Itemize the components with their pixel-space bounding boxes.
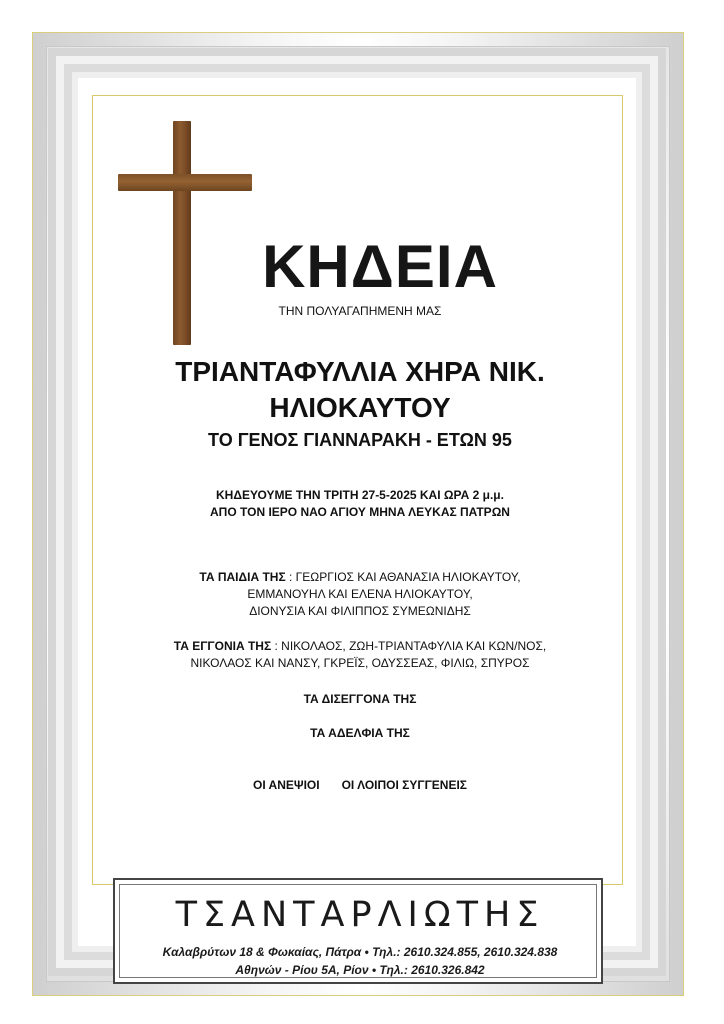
address-line1: Καλαβρύτων 18 & Φωκαίας, Πάτρα • Τηλ.: 2610.324.855, 2610.324.838 — [162, 945, 558, 959]
funeral-home-name: ΤΣΑΝΤΑΡΛΙΩΤΗΣ — [175, 895, 545, 935]
siblings: ΤΑ ΑΔΕΛΦΙΑ ΤΗΣ — [310, 726, 410, 740]
children-line3: ΔΙΟΝΥΣΙΑ ΚΑΙ ΦΙΛΙΠΠΟΣ ΣΥΜΕΩΝΙΔΗΣ — [249, 604, 471, 618]
nephews: ΟΙ ΑΝΕΨΙΟΙ — [252, 778, 320, 792]
great-grandchildren: ΤΑ ΔΙΣΕΓΓΟΝΑ ΤΗΣ — [303, 692, 417, 706]
notice-title: ΚΗΔΕΙΑ — [262, 233, 498, 300]
notice-subtitle: ΤΗΝ ΠΟΛΥΑΓΑΠΗΜΕΝΗ ΜΑΣ — [278, 304, 442, 318]
grandchildren-line1 — [100, 639, 620, 653]
grandchildren-label: ΤΑ ΕΓΓΟΝΙΑ ΤΗΣ — [173, 639, 272, 653]
other-relatives: ΟΙ ΛΟΙΠΟΙ ΣΥΓΓΕΝΕΙΣ — [341, 778, 468, 792]
funeral-location: ΑΠΟ ΤΟΝ ΙΕΡΟ ΝΑΟ ΑΓΙΟΥ ΜΗΝΑ ΛΕΥΚΑΣ ΠΑΤΡΩΝ — [210, 505, 510, 519]
cross-icon-bar — [118, 174, 252, 191]
cross-icon — [173, 121, 191, 345]
deceased-name-line1: ΤΡΙΑΝΤΑΦΥΛΛΙΑ ΧΗΡΑ ΝΙΚ. — [175, 356, 545, 387]
banner-inner-border — [119, 884, 597, 978]
funeral-home-banner — [113, 878, 603, 984]
children-line1 — [100, 570, 620, 584]
children-label: ΤΑ ΠΑΙΔΙΑ ΤΗΣ — [199, 570, 286, 584]
grandchildren-line2: ΝΙΚΟΛΑΟΣ ΚΑΙ ΝΑΝΣΥ, ΓΚΡΕΪΣ, ΟΔΥΣΣΕΑΣ, ΦΙΛΙΩ, ΣΠΥΡΟΣ — [190, 656, 530, 670]
children-line2: ΕΜΜΑΝΟΥΗΛ ΚΑΙ ΕΛΕΝΑ ΗΛΙΟΚΑΥΤΟΥ, — [247, 587, 473, 601]
funeral-time: ΚΗΔΕΥΟΥΜΕ ΤΗΝ ΤΡΙΤΗ 27-5-2025 ΚΑΙ ΩΡΑ 2 μ.μ. — [216, 488, 504, 502]
grandchildren-names-1: : ΝΙΚΟΛΑΟΣ, ΖΩΗ-ΤΡΙΑΝΤΑΦΥΛΙΑ ΚΑΙ ΚΩΝ/ΝΟΣ, — [271, 639, 547, 653]
deceased-origin-age: ΤΟ ΓΕΝΟΣ ΓΙΑΝΝΑΡΑΚΗ - ΕΤΩΝ 95 — [208, 430, 512, 450]
relatives-line — [100, 778, 620, 792]
address-line2: Αθηνών - Ρίου 5Α, Ρίον • Τηλ.: 2610.326.842 — [235, 963, 485, 977]
deceased-name-line2: ΗΛΙΟΚΑΥΤΟΥ — [269, 392, 451, 423]
children-names-1: : ΓΕΩΡΓΙΟΣ ΚΑΙ ΑΘΑΝΑΣΙΑ ΗΛΙΟΚΑΥΤΟΥ, — [285, 570, 521, 584]
